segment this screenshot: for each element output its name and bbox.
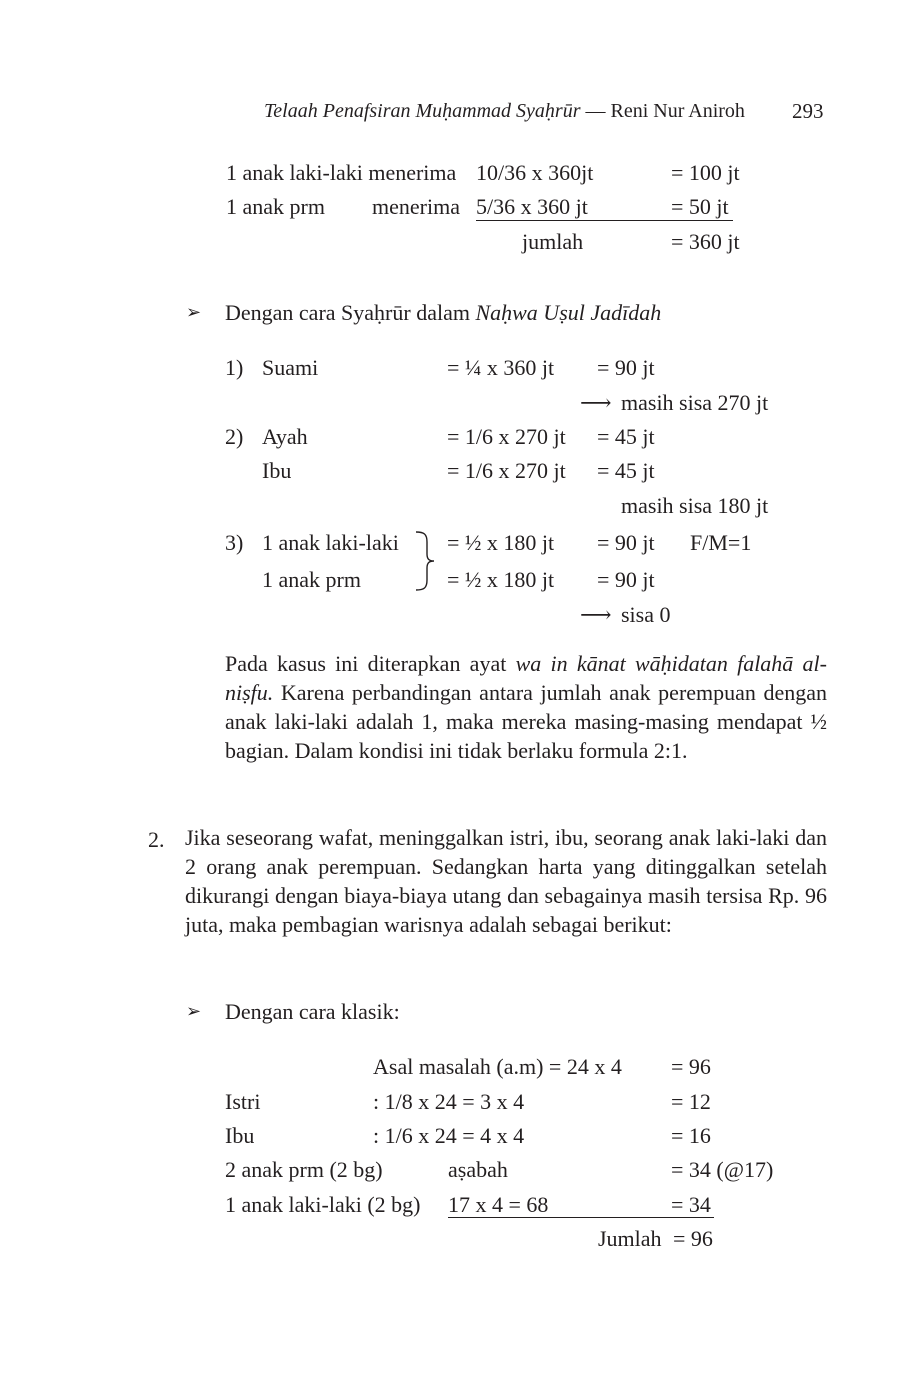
step2-name2: Ibu (262, 458, 292, 483)
step1-number: 1) (225, 355, 244, 380)
step1-name: Suami (262, 355, 319, 380)
step3-number: 3) (225, 530, 244, 555)
step3-remainder: sisa 0 (621, 602, 671, 627)
klasik-row2-value: = 16 (671, 1123, 711, 1148)
table1-total-label: jumlah (522, 229, 584, 254)
table1-row1-result: = 100 jt (671, 160, 740, 185)
arrow-bullet-icon: ➢ (186, 1001, 202, 1021)
step3-calc1: = ½ x 180 jt (447, 530, 555, 555)
running-header (264, 101, 745, 121)
asal-masalah-value: = 96 (671, 1054, 711, 1079)
step2-number: 2) (225, 424, 244, 449)
running-title: Telaah Penafsiran Muḥammad Syaḥrūr (264, 100, 581, 122)
step3-calc2: = ½ x 180 jt (447, 567, 555, 592)
table1-total-value: = 360 jt (671, 229, 740, 254)
klasik-row2-name: Ibu (225, 1123, 255, 1148)
klasik-row4-calc: 17 x 4 = 68 (448, 1192, 549, 1217)
klasik-row4-name: 1 anak laki-laki (2 bg) (225, 1192, 421, 1217)
paragraph-before: Pada kasus ini diterapkan ayat (225, 651, 516, 676)
step2-name1: Ayah (262, 424, 308, 449)
table1-row2-verb: menerima (372, 194, 460, 219)
asal-masalah: Asal masalah (a.m) = 24 x 4 (373, 1054, 622, 1079)
right-brace-icon (414, 530, 436, 592)
right-arrow-icon: ⟶ (580, 390, 612, 415)
explanation-paragraph (225, 649, 827, 765)
syahrur-book-title: Naḥwa Uṣul Jadīdah (475, 300, 662, 325)
table1-row2-result: = 50 jt (671, 194, 729, 219)
header-author: Reni Nur Aniroh (610, 100, 745, 122)
table1-row1-label: 1 anak laki-laki menerima (226, 160, 457, 185)
step2-result2: = 45 jt (597, 458, 655, 483)
item2-text: Jika seseorang wafat, meninggalkan istri, ibu, seorang anak laki-laki dan 2 orang anak perempuan. Sedangkan harta yang ditinggalkan setelah dikurangi dengan biaya-biaya utang dan sebagainya masih tersisa Rp. 96 juta, maka pembagian warisnya adalah sebagai berikut: (185, 825, 827, 937)
step3-note: F/M=1 (690, 530, 752, 555)
klasik-row1-calc: : 1/8 x 24 = 3 x 4 (373, 1089, 525, 1114)
syahrur-heading (225, 302, 661, 324)
klasik-total-label: Jumlah (598, 1226, 662, 1251)
step2-result1: = 45 jt (597, 424, 655, 449)
klasik-row1-value: = 12 (671, 1089, 711, 1114)
step1-remainder: masih sisa 270 jt (621, 390, 769, 415)
item2-number: 2. (148, 827, 165, 852)
klasik-row3-value: = 34 (@17) (671, 1157, 774, 1182)
header-separator: — (585, 100, 606, 122)
step1-result: = 90 jt (597, 355, 655, 380)
klasik-row2-calc: : 1/6 x 24 = 4 x 4 (373, 1123, 525, 1148)
table1-row1-calc: 10/36 x 360jt (476, 160, 594, 185)
klasik-total-value: = 96 (673, 1226, 713, 1251)
table1-row2-calc: 5/36 x 360 jt (476, 194, 588, 219)
step2-calc2: = 1/6 x 270 jt (447, 458, 566, 483)
syahrur-heading-prefix: Dengan cara Syaḥrūr dalam (225, 300, 476, 325)
klasik-row3-calc: aṣabah (448, 1157, 508, 1182)
right-arrow-icon: ⟶ (580, 602, 612, 627)
step2-calc1: = 1/6 x 270 jt (447, 424, 566, 449)
page-number: 293 (792, 99, 824, 123)
paragraph-after: Karena perbandingan antara jumlah anak perempuan dengan anak laki-laki adalah 1, maka mereka masing-masing mendapat ½ bagian. Dalam kondisi ini tidak berlaku formula 2:1. (225, 680, 827, 763)
klasik-row4-value: = 34 (671, 1192, 711, 1217)
step3-result1: = 90 jt (597, 530, 655, 555)
klasik-row1-name: Istri (225, 1089, 261, 1114)
quran-verse: wa in kānat wāḥidatan falahā al-niṣfu. (225, 651, 827, 705)
step3-name2: 1 anak prm (262, 567, 361, 592)
table1-row2-label: 1 anak prm (226, 194, 325, 219)
step3-name1: 1 anak laki-laki (262, 530, 399, 555)
klasik-heading: Dengan cara klasik: (225, 999, 400, 1024)
arrow-bullet-icon: ➢ (186, 302, 202, 322)
step1-calc: = ¼ x 360 jt (447, 355, 555, 380)
klasik-row3-name: 2 anak prm (2 bg) (225, 1157, 383, 1182)
step2-remainder: masih sisa 180 jt (621, 493, 769, 518)
step3-result2: = 90 jt (597, 567, 655, 592)
